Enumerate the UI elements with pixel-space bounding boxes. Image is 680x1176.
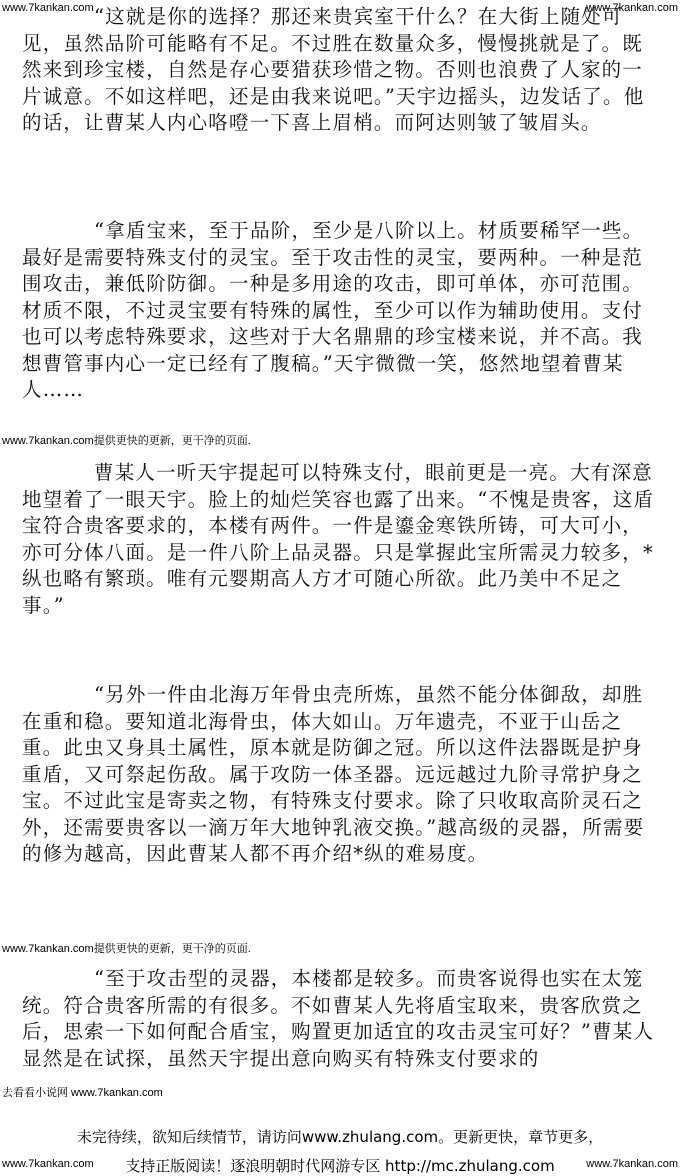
watermark-top-left: www.7kankan.com xyxy=(2,2,94,14)
watermark-bottom-left: www.7kankan.com xyxy=(2,1158,94,1170)
watermark-bottom-right: www.7kankan.com xyxy=(586,1158,678,1170)
paragraph-3 xyxy=(22,460,658,619)
watermark-top-right: www.7kankan.com xyxy=(586,2,678,14)
paragraph-5 xyxy=(22,966,658,1072)
paragraph-text: “另外一件由北海万年骨虫壳所炼，虽然不能分体御敌，却胜在重和稳。要知道北海骨虫，体大如山。万年遗壳，不亚于山岳之重。此虫又身具土属性，原本就是防御之冠。所以这件法器既是护身重盾，又可祭起伤敌。属于攻防一体圣器。远远越过九阶寻常护身之宝。不过此宝是寄卖之物，有特殊支付要求。除了只收取高阶灵石之外，还需要贵客以一滴万年大地钟乳液交换。”越高级的灵器，所需要的修为越高，因此曹某人都不再介绍*纵的难易度。 xyxy=(22,683,645,865)
bottom-site-note: 去看看小说网 www.7kankan.com xyxy=(2,1087,163,1099)
site-note-1: www.7kankan.com提供更快的更新，更干净的页面. xyxy=(2,435,251,447)
paragraph-text: 曹某人一听天宇提起可以特殊支付，眼前更是一亮。大有深意地望着了一眼天宇。脸上的灿烂笑容也露了出来。“不愧是贵客，这盾宝符合贵客要求的，本楼有两件。一件是鎏金寒铁所铸，可大可小，亦可分体八面。是一件八阶上品灵器。只是掌握此宝所需灵力较多，*纵也略有繁琐。唯有元婴期高人方才可随心所欲。此乃美中不足之事。” xyxy=(22,461,655,617)
paragraph-text: “这就是你的选择？那还来贵宾室干什么？在大街上随处可见，虽然品阶可能略有不足。不过胜在数量众多，慢慢挑就是了。既然来到珍宝楼，自然是存心要猎获珍惜之物。否则也浪费了人家的一片诚意。不如这样吧，还是由我来说吧。”天宇边摇头，边发话了。他的话，让曹某人内心咯噔一下喜上眉梢。而阿达则皱了皱眉头。 xyxy=(22,5,645,134)
paragraph-text: “至于攻击型的灵器，本楼都是较多。而贵客说得也实在太笼统。符合贵客所需的有很多。不如曹某人先将盾宝取来，贵客欣赏之后，思索一下如何配合盾宝，购置更加适宜的攻击灵宝可好？”曹某人显然是在试探，虽然天宇提出意向购买有特殊支付要求的 xyxy=(22,967,655,1070)
paragraph-4 xyxy=(22,682,658,868)
site-note-2: www.7kankan.com提供更快的更新，更干净的页面. xyxy=(2,943,251,955)
paragraph-text: “拿盾宝来，至于品阶，至少是八阶以上。材质要稀罕一些。最好是需要特殊支付的灵宝。至于攻击性的灵宝，要两种。一种是范围攻击，兼低阶防御。一种是多用途的攻击，即可单体，亦可范围。材质不限，不过灵宝要有特殊的属性，至少可以作为辅助使用。支付也可以考虑特殊要求，这些对于大名鼎鼎的珍宝楼来说，并不高。我想曹管事内心一定已经有了腹稿。”天宇微微一笑，悠然地望着曹某人…… xyxy=(22,219,644,401)
paragraph-1 xyxy=(22,4,658,137)
paragraph-2 xyxy=(22,218,658,404)
footer-line-2[interactable]: 支持正版阅读！逐浪明朝时代网游专区 http://mc.zhulang.com xyxy=(125,1157,555,1175)
footer-line-1: 未完待续，欲知后续情节，请访问www.zhulang.com。更新更快，章节更多， xyxy=(76,1128,604,1146)
